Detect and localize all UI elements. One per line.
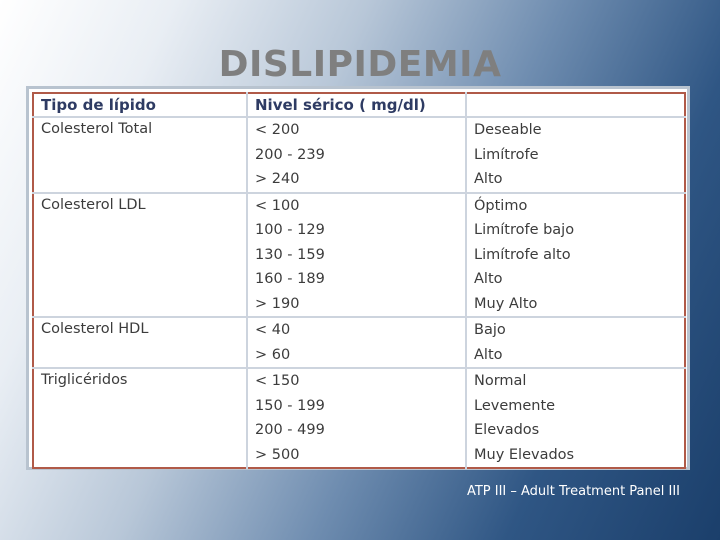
serum-level-cell: 150 - 199 [247,394,466,419]
category-cell: Levemente [466,394,685,419]
category-cell: Normal [466,368,685,394]
serum-level-cell: 130 - 159 [247,243,466,268]
lipid-name-triglycerides: Triglicéridos [33,368,247,468]
header-category [466,93,685,117]
header-lipid-type: Tipo de lípido [33,93,247,117]
table-header-row [33,93,685,117]
category-cell: Limítrofe bajo [466,218,685,243]
category-cell: Muy Alto [466,292,685,318]
category-cell: Alto [466,267,685,292]
serum-level-cell: 160 - 189 [247,267,466,292]
serum-level-cell: 200 - 239 [247,143,466,168]
category-cell: Elevados [466,418,685,443]
serum-level-cell: > 190 [247,292,466,318]
category-cell: Bajo [466,317,685,343]
lipid-table-frame [29,89,687,467]
serum-level-cell: < 200 [247,117,466,143]
table-row [33,117,685,143]
table-body [33,117,685,468]
serum-level-cell: < 150 [247,368,466,394]
serum-level-cell: 200 - 499 [247,418,466,443]
slide-footer: ATP III – Adult Treatment Panel III [466,484,680,499]
serum-level-cell: < 100 [247,193,466,219]
lipid-name-hdl: Colesterol HDL [33,317,247,368]
serum-level-cell: > 60 [247,343,466,369]
category-cell: Alto [466,343,685,369]
category-cell: Deseable [466,117,685,143]
slide-title: DISLIPIDEMIA [218,44,502,85]
serum-level-cell: < 40 [247,317,466,343]
serum-level-cell: 100 - 129 [247,218,466,243]
serum-level-cell: > 500 [247,443,466,469]
serum-level-cell: > 240 [247,167,466,193]
lipid-name-ldl: Colesterol LDL [33,193,247,318]
table-row [33,368,685,394]
category-cell: Limítrofe [466,143,685,168]
category-cell: Limítrofe alto [466,243,685,268]
category-cell: Muy Elevados [466,443,685,469]
category-cell: Óptimo [466,193,685,219]
lipid-table [32,92,686,469]
header-serum-level: Nivel sérico ( mg/dl) [247,93,466,117]
category-cell: Alto [466,167,685,193]
lipid-name-total-cholesterol: Colesterol Total [33,117,247,193]
table-row [33,193,685,219]
table-row [33,317,685,343]
